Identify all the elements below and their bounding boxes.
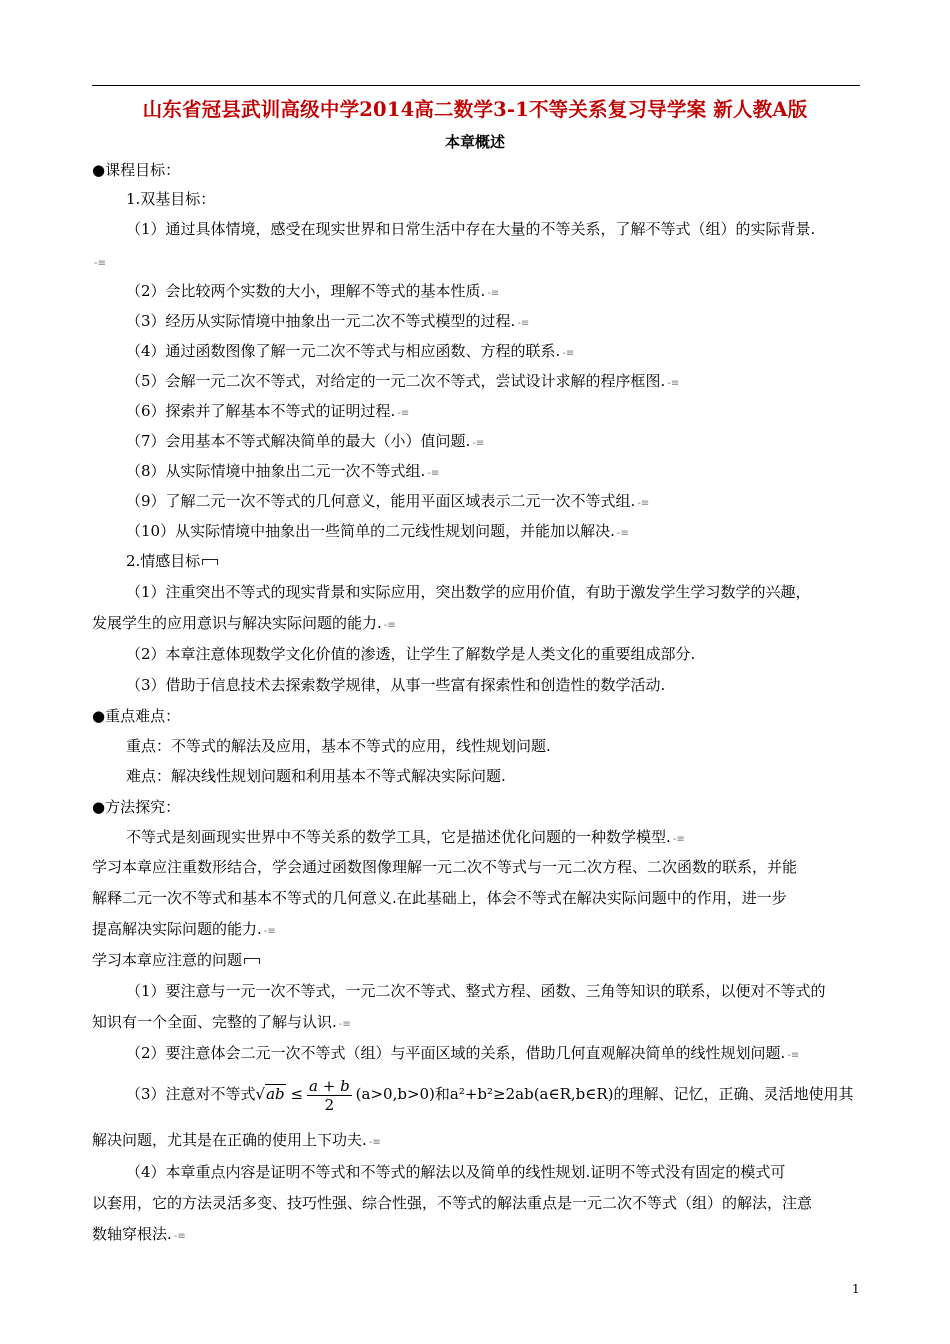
paragraph-mark-icon: -≡ [397, 408, 410, 419]
section-heading-key-points: ●重点难点： [92, 707, 181, 725]
paragraph-mark-icon: -≡ [173, 1231, 186, 1242]
paragraph-mark-icon: -≡ [787, 1050, 800, 1061]
paragraph-mark-icon: -≡ [667, 378, 680, 389]
paragraph-mark-icon: -≡ [487, 288, 500, 299]
le-sign: ≤ [290, 1085, 304, 1103]
paragraph-mark-icon: -≡ [672, 834, 685, 845]
header-rule [92, 85, 860, 86]
note-line: （2）要注意体会二元一次不等式（组）与平面区域的关系，借助几何直观解决简单的线性规划问题. -≡ [126, 1044, 800, 1062]
goal-line: （2）会比较两个实数的大小，理解不等式的基本性质. -≡ [126, 282, 500, 300]
subheading-dual-goals: 1.双基目标： [126, 190, 216, 208]
bracket-mark-icon [202, 559, 218, 565]
key-point-line: 重点：不等式的解法及应用，基本不等式的应用，线性规划问题. [126, 737, 551, 755]
note-line: （1）要注意与一元一次不等式，一元二次不等式、整式方程、函数、三角等知识的联系，以便对不等式的 [126, 982, 826, 1000]
paragraph-mark-icon: -≡ [562, 348, 575, 359]
note-line: 以套用，它的方法灵活多变、技巧性强、综合性强，不等式的解法重点是一元二次不等式（组）的解法，注意 [92, 1194, 813, 1212]
goal-line: （1）通过具体情境，感受在现实世界和日常生活中存在大量的不等关系，了解不等式（组）的实际背景. [126, 220, 816, 238]
affective-line-cont: 发展学生的应用意识与解决实际问题的能力. -≡ [92, 614, 396, 632]
paragraph-mark-icon: -≡ [616, 528, 629, 539]
affective-line: （2）本章注意体现数学文化价值的渗透，让学生了解数学是人类文化的重要组成部分. [126, 645, 696, 663]
document-subtitle: 本章概述 [444, 133, 505, 151]
fraction-a-plus-b-over-2: $\frac{a + b}{2}$ [309, 1076, 350, 1114]
method-line: 提高解决实际问题的能力. -≡ [92, 920, 276, 938]
affective-line: （3）借助于信息技术去探索数学规律，从事一些富有探索性和创造性的数学活动. [126, 676, 666, 694]
sqrt-ab: √ab [255, 1085, 285, 1103]
goal-line-cont [92, 251, 106, 274]
paragraph-mark-icon: -≡ [263, 926, 276, 937]
paragraph-mark-icon: -≡ [338, 1019, 351, 1030]
difficulty-line: 难点：解决线性规划问题和利用基本不等式解决实际问题. [126, 767, 506, 785]
paragraph-mark-icon: -≡ [383, 620, 396, 631]
bracket-mark-icon [244, 958, 260, 964]
method-line: 不等式是刻画现实世界中不等关系的数学工具，它是描述优化问题的一种数学模型. -≡ [126, 828, 685, 846]
note-line-cont: 知识有一个全面、完整的了解与认识. -≡ [92, 1013, 351, 1031]
document-title: 山东省冠县武训高级中学2014高二数学3-1不等关系复习导学案 新人教A版 [142, 98, 808, 121]
goal-line: （3）经历从实际情境中抽象出一元二次不等式模型的过程. -≡ [126, 312, 530, 330]
method-line: 学习本章应注意的问题 [92, 950, 260, 970]
goal-line: （8）从实际情境中抽象出二元一次不等式组. -≡ [126, 462, 440, 480]
goal-line: （4）通过函数图像了解一元二次不等式与相应函数、方程的联系. -≡ [126, 342, 575, 360]
page-number: 1 [852, 1282, 860, 1296]
paragraph-mark-icon: -≡ [94, 258, 106, 269]
method-line: 解释二元一次不等式和基本不等式的几何意义.在此基础上，体会不等式在解决实际问题中的作用，进一步 [92, 889, 787, 907]
paragraph-mark-icon: -≡ [472, 438, 485, 449]
goal-line: （9）了解二元一次不等式的几何意义，能用平面区域表示二元一次不等式组. -≡ [126, 492, 650, 510]
paragraph-mark-icon: -≡ [368, 1137, 381, 1148]
affective-line: （1）注重突出不等式的现实背景和实际应用，突出数学的应用价值，有助于激发学生学习数学的兴趣， [126, 583, 811, 601]
section-heading-course-goals: ●课程目标： [92, 161, 181, 179]
paragraph-mark-icon: -≡ [427, 468, 440, 479]
note-line: （4）本章重点内容是证明不等式和不等式的解法以及简单的线性规划.证明不等式没有固定的模式可 [126, 1163, 786, 1181]
section-heading-methods: ●方法探究： [92, 798, 181, 816]
paragraph-mark-icon: -≡ [637, 498, 650, 509]
goal-line: （6）探索并了解基本不等式的证明过程. -≡ [126, 402, 410, 420]
paragraph-mark-icon: -≡ [517, 318, 530, 329]
goal-line: （5）会解一元二次不等式，对给定的一元二次不等式，尝试设计求解的程序框图. -≡ [126, 372, 680, 390]
subheading-affective-goals: 2.情感目标 [126, 551, 218, 571]
goal-line: （7）会用基本不等式解决简单的最大（小）值问题. -≡ [126, 432, 485, 450]
note-line-cont: 数轴穿根法. -≡ [92, 1225, 186, 1243]
method-line: 学习本章应注重数形结合，学会通过函数图像理解一元二次不等式与一元二次方程、二次函数的联系，并能 [92, 858, 798, 876]
note-line-formula: （3）注意对不等式√ab ≤ $\frac{a + b}{2}$ (a>0,b>0)和a²+b²≥2ab(a∈R,b∈R)的理解、记忆，正确、灵活地使用其 [126, 1076, 854, 1114]
goal-line: （10）从实际情境中抽象出一些简单的二元线性规划问题，并能加以解决. -≡ [126, 522, 629, 540]
note-line-cont: 解决问题，尤其是在正确的使用上下功夫. -≡ [92, 1131, 381, 1149]
